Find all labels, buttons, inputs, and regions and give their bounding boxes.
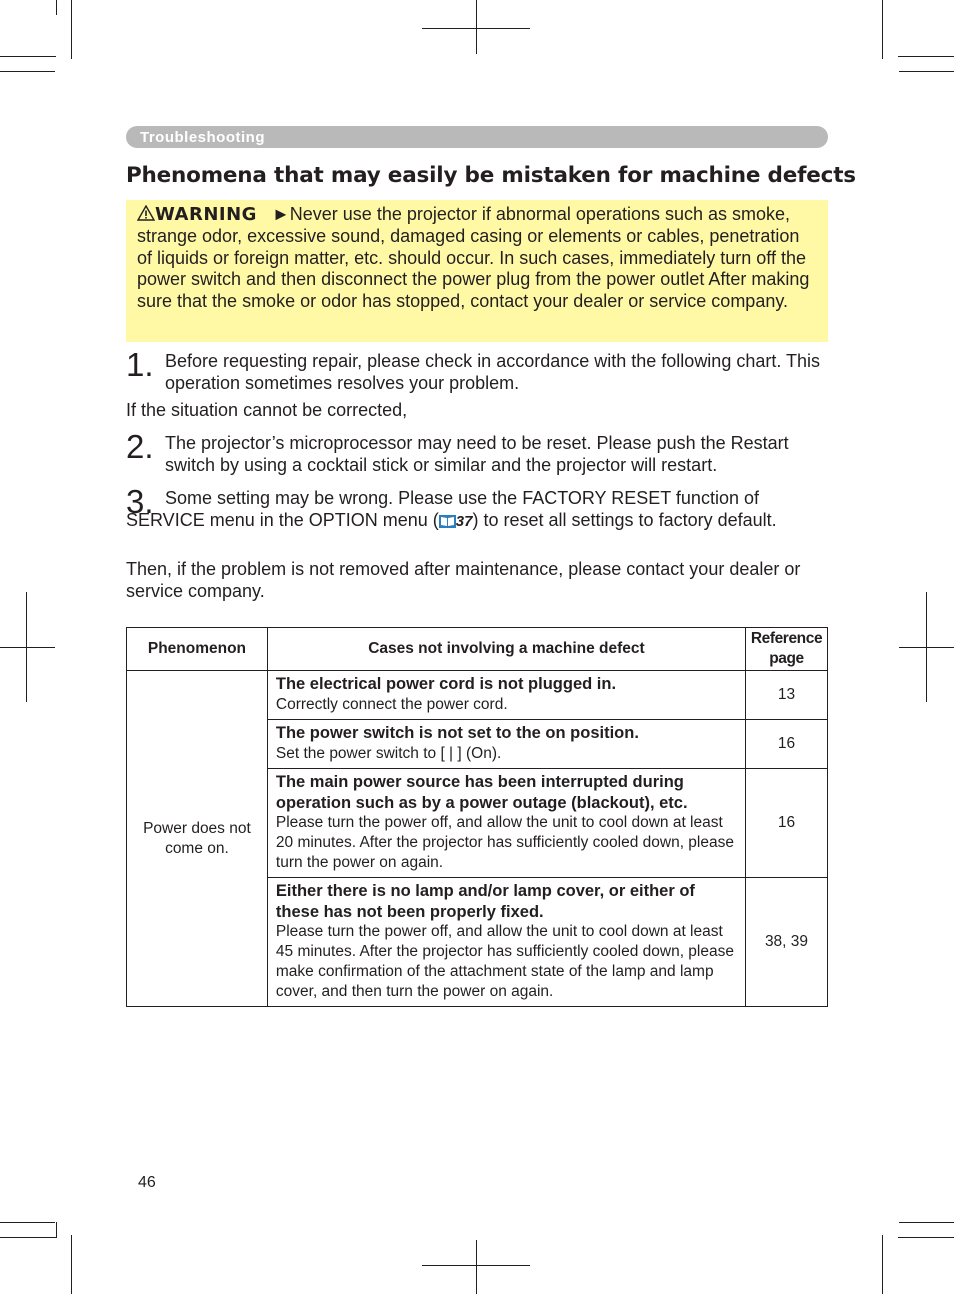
- step-1: [126, 346, 828, 394]
- step-text-before: Some setting may be wrong. Please use the FACTORY RESET function of SERVICE menu in the OPTION menu (: [126, 488, 759, 530]
- case-description: Please turn the power off, and allow the unit to cool down at least 20 minutes. After the projector has sufficiently cooled down, please turn the power on again.: [275, 814, 734, 871]
- step-text: The projector’s microprocessor may need to be reset. Please push the Restart switch by using a cocktail stick or similar and the projector will restart.: [165, 433, 789, 475]
- step-3: [126, 483, 828, 533]
- phenomenon-line1: Power does not: [143, 819, 251, 837]
- case-title: The power switch is not set to the on position.: [275, 724, 639, 742]
- phenomenon-line2: come on.: [165, 839, 229, 857]
- case-cell: [267, 720, 745, 769]
- warning-box: [126, 200, 828, 342]
- reference-page-number[interactable]: 37: [455, 513, 473, 530]
- case-title: Either there is no lamp and/or lamp cover, or either of these has not been properly fixed.: [275, 882, 695, 921]
- reference-cell: 16: [746, 720, 828, 769]
- warning-triangle-icon: [137, 205, 155, 221]
- case-description: Please turn the power off, and allow the unit to cool down at least 45 minutes. After the projector has sufficiently cooled down, please make confirmation of the attachment state of the lamp and lamp cover, and then turn the power on again.: [275, 923, 734, 1000]
- case-cell: [267, 769, 745, 878]
- step-2: [126, 428, 828, 476]
- warning-label: WARNING: [155, 204, 257, 225]
- reference-header-line1: Reference: [750, 630, 823, 647]
- section-header-bar: [126, 126, 828, 148]
- case-cell: [267, 878, 745, 1007]
- case-title: The main power source has been interrupted during operation such as by a power outage (blackout), etc.: [275, 773, 688, 812]
- troubleshooting-table: [126, 627, 828, 1007]
- reference-cell: 13: [746, 671, 828, 720]
- section-label: Troubleshooting: [140, 129, 265, 146]
- case-description: Correctly connect the power cord.: [275, 695, 508, 713]
- reference-cell: 16: [746, 769, 828, 878]
- phenomenon-header: Phenomenon: [127, 628, 268, 671]
- reference-page-header: [746, 628, 828, 671]
- step-text: [126, 483, 828, 533]
- page-number: 46: [138, 1174, 156, 1191]
- final-note: Then, if the problem is not removed after maintenance, please contact your dealer or service company.: [126, 559, 801, 601]
- table-header-row: [127, 628, 828, 671]
- page-title: Phenomena that may easily be mistaken for machine defects: [126, 163, 856, 188]
- reference-cell: 38, 39: [746, 878, 828, 1007]
- cases-header: Cases not involving a machine defect: [267, 628, 745, 671]
- note-after-step-1: If the situation cannot be corrected,: [126, 400, 408, 420]
- step-number: 1.: [126, 346, 154, 383]
- case-description: Set the power switch to [ | ] (On).: [275, 744, 502, 762]
- case-title: The electrical power cord is not plugged in.: [275, 675, 617, 693]
- reference-header-line2: page: [769, 650, 804, 667]
- phenomenon-cell: [127, 671, 268, 1007]
- table-row: [127, 671, 828, 720]
- step-number: 2.: [126, 428, 154, 465]
- warning-text: Never use the projector if abnormal operations such as smoke, strange odor, excessive sound, damaged casing or elements or cables, penetration of liquids or foreign matter, etc. should occur. In such cases, immediately turn off the power switch and then disconnect the power plug from the power outlet After making sure that the smoke or odor has stopped, contact your dealer or service company.: [137, 204, 810, 312]
- step-text-after: ) to reset all settings to factory default.: [472, 510, 777, 530]
- book-icon: [439, 514, 456, 529]
- warning-arrow: ►: [271, 204, 290, 224]
- case-cell: [267, 671, 745, 720]
- step-text: Before requesting repair, please check in accordance with the following chart. This operation sometimes resolves your problem.: [165, 351, 821, 393]
- step-number: 3.: [126, 483, 154, 520]
